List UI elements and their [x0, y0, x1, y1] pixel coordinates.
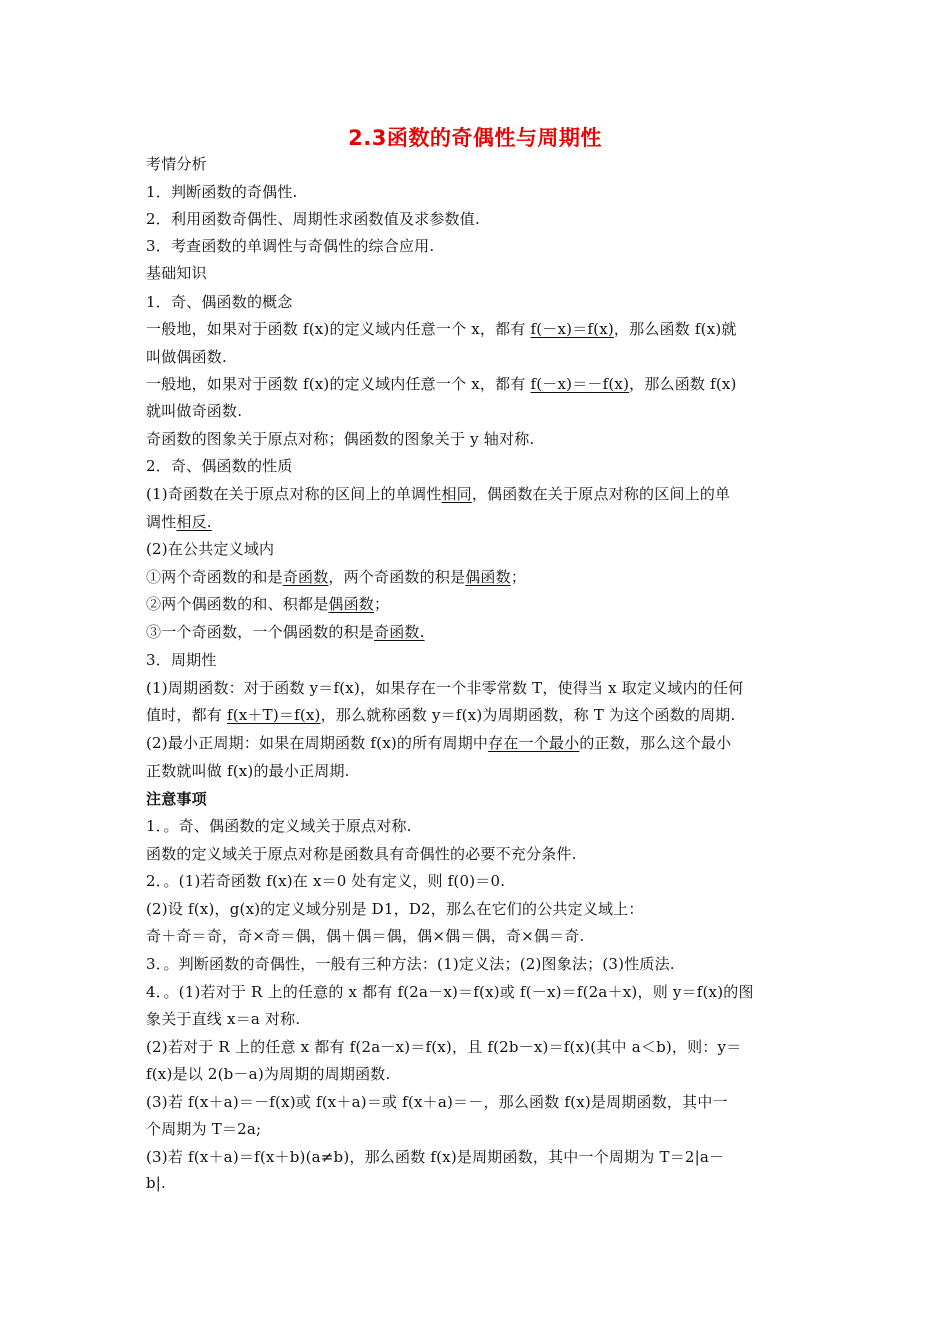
text-line	[146, 760, 810, 781]
text-span: 考情分析	[146, 155, 207, 173]
text-span: ③一个奇函数，一个偶函数的积是	[146, 623, 375, 641]
text-span: ，那么函数 f(x)就	[613, 320, 737, 338]
text-line	[146, 704, 810, 725]
text-line	[146, 1008, 810, 1029]
text-span: (3)若 f(x＋a)＝f(x＋b)(a≠b)，那么函数 f(x)是周期函数，其中一个周期为 T＝2|a－	[146, 1148, 725, 1166]
text-line	[146, 788, 810, 809]
text-line	[146, 153, 810, 174]
text-span: 调性	[146, 513, 177, 531]
text-span: 1．判断函数的奇偶性.	[146, 183, 298, 201]
text-span: 注意事项	[146, 790, 207, 808]
text-span: (3)若 f(x＋a)＝－f(x)或 f(x＋a)＝或 f(x＋a)＝－，那么函数 f(x)是周期函数，其中一	[146, 1093, 728, 1111]
text-line	[146, 621, 810, 642]
text-span: ，两个奇函数的积是	[328, 568, 466, 586]
text-line	[146, 400, 810, 421]
underlined-answer: f(－x)＝f(x)	[530, 320, 614, 338]
text-span: 个周期为 T＝2a;	[146, 1120, 262, 1138]
text-span: 函数的定义域关于原点对称是函数具有奇偶性的必要不充分条件.	[146, 845, 577, 863]
text-span: 的正数，那么这个最小	[579, 734, 732, 752]
underlined-answer: 偶函数	[465, 568, 511, 586]
text-span: 3．考查函数的单调性与奇偶性的综合应用.	[146, 237, 435, 255]
text-line	[146, 262, 810, 283]
text-span: (1)奇函数在关于原点对称的区间上的单调性	[146, 485, 442, 503]
text-line	[146, 732, 810, 753]
text-line	[146, 428, 810, 449]
text-line	[146, 925, 810, 946]
text-span: 2．奇、偶函数的性质	[146, 457, 293, 475]
text-span: ，偶函数在关于原点对称的区间上的单	[471, 485, 731, 503]
underlined-answer: 偶函数	[328, 595, 375, 613]
text-span: ；	[510, 568, 527, 586]
text-span: 4．。(1)若对于 R 上的任意的 x 都有 f(2a－x)＝f(x)或 f(－x)＝f(2a＋x)，则 y＝f(x)的图	[146, 983, 754, 1001]
text-span: (2)在公共定义域内	[146, 540, 275, 558]
text-line	[146, 649, 810, 670]
underlined-answer: 相同	[441, 485, 472, 503]
text-span: 基础知识	[146, 264, 207, 282]
text-span: b|.	[146, 1174, 167, 1192]
text-span: ①两个奇函数的和是	[146, 568, 283, 586]
text-line	[146, 318, 810, 339]
text-line	[146, 953, 810, 974]
text-span: 值时，都有	[146, 706, 227, 724]
text-span: 1．。奇、偶函数的定义域关于原点对称.	[146, 817, 412, 835]
text-line	[146, 291, 810, 312]
text-line	[146, 677, 810, 698]
text-line	[146, 455, 810, 476]
text-line	[146, 1146, 810, 1167]
text-line	[146, 1063, 810, 1084]
underlined-answer: 相反.	[176, 513, 212, 531]
page-title: 2.3函数的奇偶性与周期性	[348, 126, 602, 150]
text-span: ②两个偶函数的和、积都是	[146, 595, 329, 613]
text-span: (2)设 f(x)，g(x)的定义域分别是 D1，D2，那么在它们的公共定义域上：	[146, 900, 644, 918]
text-line	[146, 483, 810, 504]
text-span: 正数就叫做 f(x)的最小正周期.	[146, 762, 350, 780]
text-span: 叫做偶函数.	[146, 348, 227, 366]
underlined-answer: 存在一个最小	[488, 734, 580, 752]
underlined-answer: 奇函数.	[374, 623, 425, 641]
text-span: ，那么就称函数 y＝f(x)为周期函数，称 T 为这个函数的周期.	[320, 706, 736, 724]
text-line	[146, 346, 810, 367]
text-span: f(x)是以 2(b－a)为周期的周期函数.	[146, 1065, 391, 1083]
text-line	[146, 373, 810, 394]
underlined-answer: 奇函数	[282, 568, 329, 586]
text-span: 1．奇、偶函数的概念	[146, 293, 293, 311]
text-span: 2．。(1)若奇函数 f(x)在 x＝0 处有定义，则 f(0)＝0.	[146, 872, 506, 890]
text-span: 一般地，如果对于函数 f(x)的定义域内任意一个 x，都有	[146, 320, 531, 338]
text-line	[146, 235, 810, 256]
text-line	[146, 181, 810, 202]
text-span: ，那么函数 f(x)	[629, 375, 737, 393]
text-line	[146, 1174, 810, 1192]
text-span: ；	[374, 595, 390, 613]
text-span: (2)最小正周期：如果在周期函数 f(x)的所有周期中	[146, 734, 489, 752]
text-line	[146, 898, 810, 919]
text-span: 就叫做奇函数.	[146, 402, 243, 420]
text-span: 奇＋奇＝奇，奇×奇＝偶，偶＋偶＝偶，偶×偶＝偶，奇×偶＝奇.	[146, 927, 585, 945]
text-line	[146, 593, 810, 614]
text-line	[146, 981, 810, 1002]
text-span: 奇函数的图象关于原点对称；偶函数的图象关于 y 轴对称.	[146, 430, 535, 448]
text-line	[146, 208, 810, 229]
text-line	[146, 538, 810, 559]
text-span: 象关于直线 x＝a 对称.	[146, 1010, 301, 1028]
text-line	[146, 1118, 810, 1139]
text-span: 3．周期性	[146, 651, 217, 669]
text-line	[146, 815, 810, 836]
text-span: (1)周期函数：对于函数 y＝f(x)，如果存在一个非零常数 T，使得当 x 取定义域内的任何	[146, 679, 744, 697]
text-span: 一般地，如果对于函数 f(x)的定义域内任意一个 x，都有	[146, 375, 531, 393]
text-span: (2)若对于 R 上的任意 x 都有 f(2a－x)＝f(x)，且 f(2b－x)＝f(x)(其中 a＜b)，则：y＝	[146, 1038, 742, 1056]
text-span: 2．利用函数奇偶性、周期性求函数值及求参数值.	[146, 210, 480, 228]
text-line	[146, 511, 810, 532]
text-line	[146, 566, 810, 587]
underlined-answer: f(x＋T)＝f(x)	[226, 706, 321, 724]
text-span: 3．。判断函数的奇偶性，一般有三种方法：(1)定义法；(2)图象法；(3)性质法.	[146, 955, 675, 973]
underlined-answer: f(－x)＝－f(x)	[530, 375, 630, 393]
text-line	[146, 1036, 810, 1057]
text-line	[146, 1091, 810, 1112]
text-line	[146, 870, 810, 891]
text-line	[146, 843, 810, 864]
